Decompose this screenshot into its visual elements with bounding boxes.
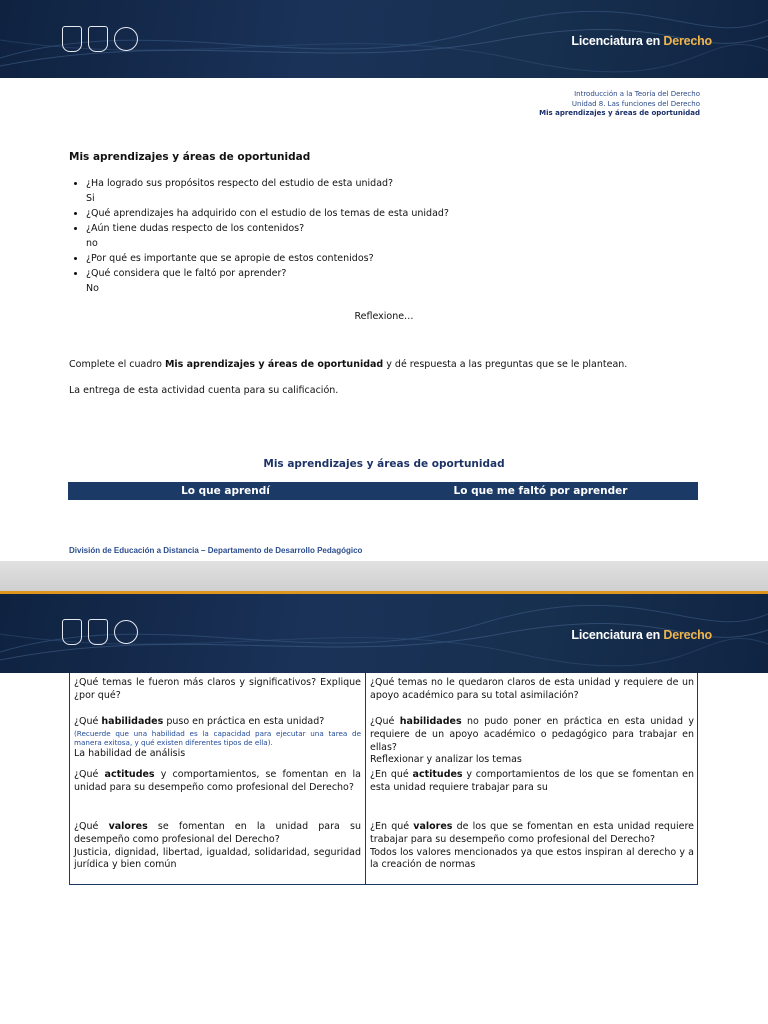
cell-question: ¿Qué temas le fueron más claros y significativos? Explique ¿por qué? <box>74 677 361 701</box>
cell-keyword: valores <box>108 821 148 832</box>
cell-keyword: valores <box>413 821 453 832</box>
program-brand <box>571 628 712 642</box>
instruction-paragraph <box>69 359 627 370</box>
cell-question-b: y comportamientos de los que se fomentan en esta unidad requiere trabajar para su <box>370 769 694 793</box>
list-item <box>86 266 706 296</box>
cell-keyword: habilidades <box>399 716 462 727</box>
cell-answer: La habilidad de análisis <box>74 747 186 759</box>
table-cell-left <box>74 677 361 703</box>
distance-education-logo-icon <box>114 620 138 644</box>
distance-education-logo-icon <box>114 27 138 51</box>
header-band <box>0 0 768 78</box>
faculty-shield-icon <box>88 619 108 645</box>
instruction-bold: Mis aprendizajes y áreas de oportunidad <box>164 359 384 370</box>
cell-question-b: de los que se fomentan en esta unidad requiere trabajar para su desempeño como profesional del Derecho? <box>370 821 695 845</box>
breadcrumb <box>539 90 700 119</box>
table-title: Mis aprendizajes y áreas de oportunidad <box>263 458 505 470</box>
question-text: ¿Ha logrado sus propósitos respecto del estudio de esta unidad? <box>86 178 394 189</box>
institution-logos <box>62 619 138 645</box>
table-cell-right <box>370 677 694 703</box>
table-cell-left <box>74 821 361 872</box>
list-item <box>86 251 706 266</box>
answer-text: Si <box>86 193 95 204</box>
reflexione-text: Reflexione… <box>354 311 414 322</box>
table-cell-right <box>370 821 694 872</box>
learning-table <box>69 673 698 885</box>
cell-question-b: no pudo poner en práctica en esta unidad y requiere de un apoyo académico o pedagógico para trabajar en ellas? <box>370 716 694 753</box>
table-header <box>68 482 698 500</box>
breadcrumb-unit: Unidad 8. Las funciones del Derecho <box>571 99 700 108</box>
answer-text: No <box>86 283 99 294</box>
question-text: ¿Por qué es importante que se apropie de estos contenidos? <box>86 253 374 264</box>
cell-answer: Reflexionar y analizar los temas <box>370 754 522 766</box>
question-text: ¿Qué considera que le faltó por aprender? <box>86 268 287 279</box>
unam-seal-icon <box>62 619 82 645</box>
list-item <box>86 206 706 221</box>
institution-logos <box>62 26 138 52</box>
cell-question-a: ¿En qué <box>370 769 409 780</box>
brand-prefix: Licenciatura en <box>571 628 661 642</box>
cell-question-a: ¿En qué <box>370 821 410 832</box>
footer-text: División de Educación a Distancia – Departamento de Desarrollo Pedagógico <box>69 546 363 555</box>
column-header-missing: Lo que me faltó por aprender <box>453 485 628 497</box>
question-list <box>69 176 706 296</box>
column-header-learned: Lo que aprendí <box>181 485 270 497</box>
page-break <box>0 561 768 591</box>
cell-question-a: ¿Qué <box>74 821 99 832</box>
cell-note: (Recuerde que una habilidad es la capacidad para ejecutar una tarea de manera exitosa, y qué existen diferentes tipos de ella). <box>74 728 361 748</box>
table-cell-right <box>370 716 694 767</box>
breadcrumb-section: Mis aprendizajes y áreas de oportunidad <box>539 109 700 118</box>
cell-keyword: habilidades <box>101 716 164 727</box>
table-cell-right <box>370 769 694 795</box>
list-item <box>86 221 706 251</box>
cell-answer: Todos los valores mencionados ya que estos inspiran al derecho y a la creación de normas <box>370 846 694 871</box>
cell-question: ¿Qué temas no le quedaron claros de esta unidad y requiere de un apoyo académico para su total asimilación? <box>370 677 694 701</box>
brand-highlight: Derecho <box>663 628 712 642</box>
cell-question-a: ¿Qué <box>74 769 99 780</box>
cell-question-b: puso en práctica en esta unidad? <box>166 716 325 727</box>
cell-question-b: y comportamientos, se fomentan en la unidad para su desempeño como profesional del Derecho? <box>74 769 361 793</box>
instruction-post: y dé respuesta a las preguntas que se le plantean. <box>386 359 628 370</box>
page-title: Mis aprendizajes y áreas de oportunidad <box>69 151 311 163</box>
breadcrumb-course: Introducción a la Teoría del Derecho <box>574 90 700 98</box>
column-divider <box>365 673 366 884</box>
cell-keyword: actitudes <box>104 769 155 780</box>
table-cell-left <box>74 716 361 761</box>
grading-note: La entrega de esta actividad cuenta para su calificación. <box>69 385 339 396</box>
faculty-shield-icon <box>88 26 108 52</box>
cell-answer: Justicia, dignidad, libertad, igualdad, solidaridad, seguridad jurídica y bien común <box>74 846 361 871</box>
header-band-page2 <box>0 594 768 673</box>
unam-seal-icon <box>62 26 82 52</box>
brand-prefix: Licenciatura en <box>571 34 661 48</box>
instruction-pre: Complete el cuadro <box>69 359 162 370</box>
cell-question-b: se fomentan en la unidad para su desempeño como profesional del Derecho? <box>74 821 361 845</box>
question-text: ¿Aún tiene dudas respecto de los contenidos? <box>86 223 305 234</box>
cell-question-a: ¿Qué <box>74 716 99 727</box>
program-brand <box>571 34 712 48</box>
table-cell-left <box>74 769 361 795</box>
list-item <box>86 176 706 206</box>
answer-text: no <box>86 238 98 249</box>
cell-keyword: actitudes <box>412 769 463 780</box>
brand-highlight: Derecho <box>663 34 712 48</box>
question-text: ¿Qué aprendizajes ha adquirido con el estudio de los temas de esta unidad? <box>86 208 449 219</box>
cell-question-a: ¿Qué <box>370 716 395 727</box>
